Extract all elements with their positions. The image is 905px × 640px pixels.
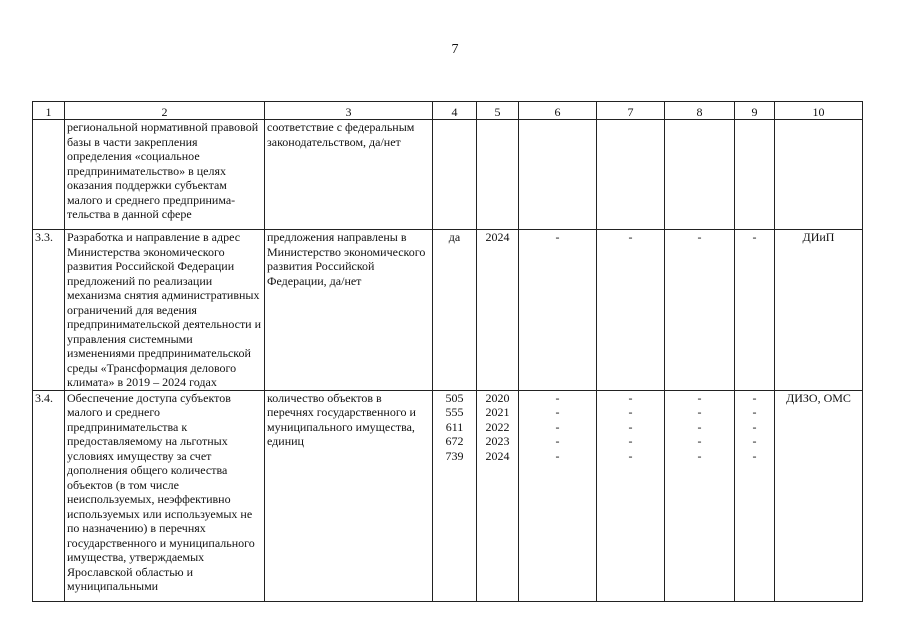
target-year: 2021 [485, 405, 510, 419]
header-row [33, 102, 863, 120]
dash-value: - [752, 448, 757, 463]
page-number: 7 [451, 42, 459, 57]
target-year: 2022 [485, 419, 510, 434]
measures-table [32, 101, 863, 602]
target-value: 611 [445, 419, 464, 434]
dash-value: - [555, 448, 560, 463]
row-number: 3.3. [33, 230, 65, 391]
target-value: 739 [445, 448, 464, 463]
indicator-text: соответствие с федеральным законодательством, да/нет [265, 120, 433, 230]
dash-value: - [697, 419, 702, 434]
dash-value: - [628, 419, 633, 434]
column-header: 9 [735, 102, 775, 120]
cell-col-6: - [519, 230, 597, 391]
measure-text: Разработка и направление в адрес Министерства экономического развития Российской Федерации предложений по реализации механизма снятия административных ограничений для ведения предпринимательской деятельности и управления системными изменениями предпринимательской среды «Трансформация делового климата» в 2019 – 2024 годах [65, 230, 265, 391]
dash-value: - [697, 405, 702, 419]
dash-value: - [752, 390, 757, 405]
column-header: 8 [665, 102, 735, 120]
column-header: 4 [433, 102, 477, 120]
dash-value: - [697, 448, 702, 463]
target-year [477, 120, 519, 230]
responsible: ДИиП [775, 230, 863, 391]
measure-text: Обеспечение доступа субъектов малого и среднего предпринимательства к предоставляемому на льготных условиях имуществу за счет дополнения общего количества объектов (в том числе неиспользуемых, неэффективно используемых или используемых не по назначению) в перечнях государственного и муниципального имущества, утверждаемых Ярославской областью и муниципальными [65, 390, 265, 601]
dash-value: - [628, 448, 633, 463]
dash-value: - [752, 405, 757, 419]
target-values [433, 390, 477, 601]
target-value: да [433, 230, 477, 391]
dash-value: - [555, 405, 560, 419]
dash-value: - [628, 434, 633, 448]
cell-col-7 [597, 390, 665, 601]
target-year: 2020 [485, 390, 510, 405]
column-header: 7 [597, 102, 665, 120]
responsible [775, 120, 863, 230]
column-header: 3 [265, 102, 433, 120]
column-header: 5 [477, 102, 519, 120]
row-number: 3.4. [33, 390, 65, 601]
cell-col-7 [597, 120, 665, 230]
target-year: 2023 [485, 434, 510, 448]
column-header: 2 [65, 102, 265, 120]
column-header: 10 [775, 102, 863, 120]
cell-col-8 [665, 390, 735, 601]
dash-value: - [628, 405, 633, 419]
dash-value: - [628, 390, 633, 405]
indicator-text: количество объектов в перечнях государственного и муниципального имущества, единиц [265, 390, 433, 601]
table-row [33, 390, 863, 601]
target-years [477, 390, 519, 601]
cell-col-8 [665, 120, 735, 230]
target-year: 2024 [485, 448, 510, 463]
target-value [433, 120, 477, 230]
target-value: 672 [445, 434, 464, 448]
dash-value: - [697, 434, 702, 448]
row-number [33, 120, 65, 230]
cell-col-8: - [665, 230, 735, 391]
target-year: 2024 [477, 230, 519, 391]
dash-value: - [752, 434, 757, 448]
dash-value: - [697, 390, 702, 405]
dash-value: - [555, 434, 560, 448]
cell-col-9 [735, 390, 775, 601]
cell-col-6 [519, 390, 597, 601]
target-value: 505 [445, 390, 464, 405]
dash-value: - [752, 419, 757, 434]
table-row [33, 230, 863, 391]
responsible: ДИЗО, ОМС [775, 390, 863, 601]
column-header: 6 [519, 102, 597, 120]
target-value: 555 [445, 405, 464, 419]
table-row [33, 120, 863, 230]
measure-text: региональной нормативной правовой базы в части закрепления определения «социальное предпринимательство» в целях оказания поддержки субъектам малого и среднего предпринима-тельства в данной сфере [65, 120, 265, 230]
column-header: 1 [33, 102, 65, 120]
dash-value: - [555, 419, 560, 434]
cell-col-9: - [735, 230, 775, 391]
cell-col-9 [735, 120, 775, 230]
indicator-text: предложения направлены в Министерство экономического развития Российской Федерации, да/нет [265, 230, 433, 391]
dash-value: - [555, 390, 560, 405]
cell-col-7: - [597, 230, 665, 391]
cell-col-6 [519, 120, 597, 230]
